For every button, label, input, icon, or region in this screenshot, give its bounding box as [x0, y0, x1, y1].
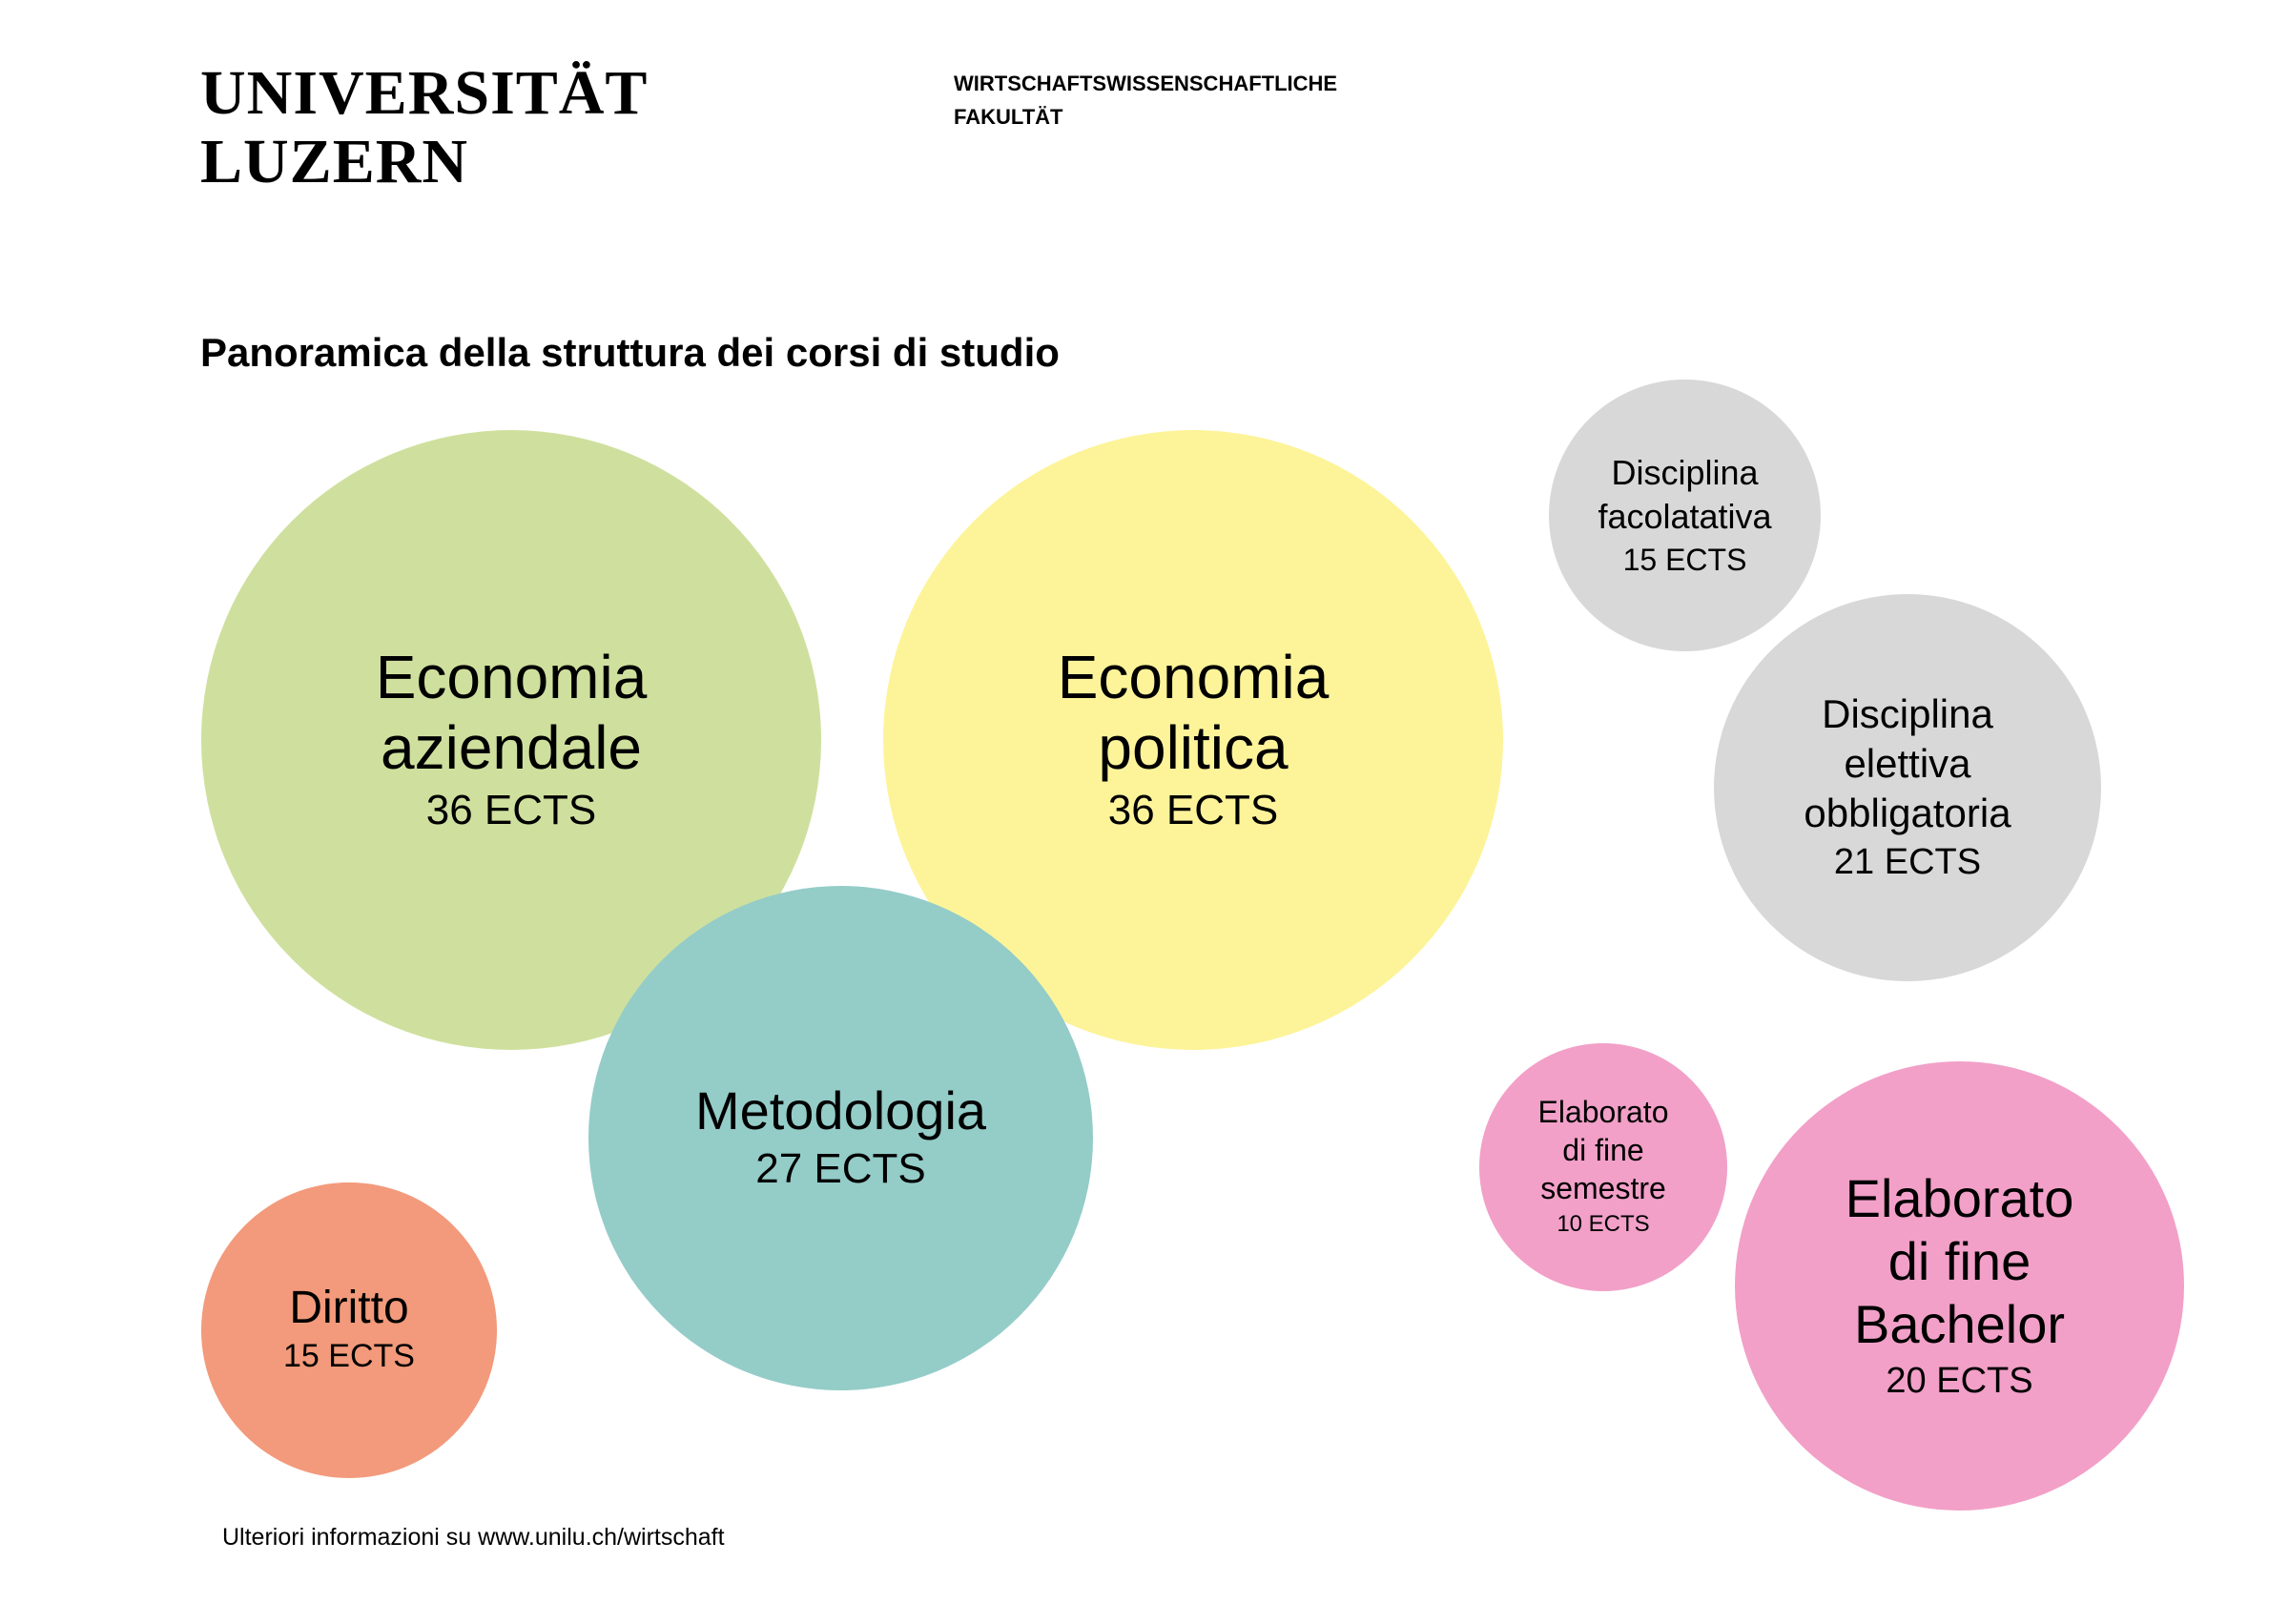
circle-label: Economia [375, 643, 648, 711]
circle-label: di fine [1887, 1230, 2031, 1291]
circle-diritto [201, 1182, 497, 1478]
footer-info: Ulteriori informazioni su www.unilu.ch/wirtschaft [222, 1524, 725, 1551]
circle-disciplina-facoltativa [1549, 380, 1821, 651]
page-title: Panoramica della struttura dei corsi di studio [200, 330, 1060, 375]
circle-label: Elaborato [1537, 1095, 1669, 1129]
circle-label: obbligatoria [1804, 791, 2011, 835]
circle-label: politica [1098, 713, 1289, 782]
circle-ects: 36 ECTS [425, 787, 597, 833]
circle-label: Diritto [289, 1283, 409, 1333]
circle-ects: 27 ECTS [755, 1144, 926, 1192]
circle-elaborato-semestre [1479, 1043, 1727, 1291]
circle-disciplina-elettiva [1714, 594, 2101, 981]
circle-ects: 15 ECTS [1622, 542, 1747, 577]
circle-label: Disciplina [1611, 452, 1759, 492]
circle-ects: 10 ECTS [1557, 1211, 1650, 1237]
circle-label: aziendale [381, 713, 642, 782]
circle-label: facolatativa [1598, 496, 1772, 536]
circle-ects: 15 ECTS [283, 1338, 415, 1374]
faculty-line-1: WIRTSCHAFTSWISSENSCHAFTLICHE [954, 72, 1338, 95]
faculty-line-2: FAKULTÄT [954, 105, 1063, 129]
circle-label: Economia [1057, 643, 1330, 711]
circle-label: Bachelor [1853, 1293, 2066, 1354]
circle-ects: 20 ECTS [1886, 1360, 2033, 1401]
circle-ects: 21 ECTS [1833, 842, 1982, 882]
circle-elaborato-bachelor [1735, 1061, 2184, 1511]
circle-label: semestre [1540, 1171, 1666, 1205]
circle-label: di fine [1562, 1133, 1644, 1167]
logo-line-1: UNIVERSITÄT [200, 58, 649, 128]
circle-label: Elaborato [1845, 1167, 2074, 1228]
circle-metodologia [588, 886, 1093, 1390]
faculty-name [954, 67, 1337, 134]
circle-label: Metodologia [694, 1079, 987, 1141]
circle-ects: 36 ECTS [1107, 787, 1279, 833]
university-logo [200, 59, 648, 196]
circle-label: Disciplina [1822, 691, 1993, 736]
circle-label: elettiva [1844, 741, 1971, 786]
logo-line-2: LUZERN [200, 127, 469, 196]
